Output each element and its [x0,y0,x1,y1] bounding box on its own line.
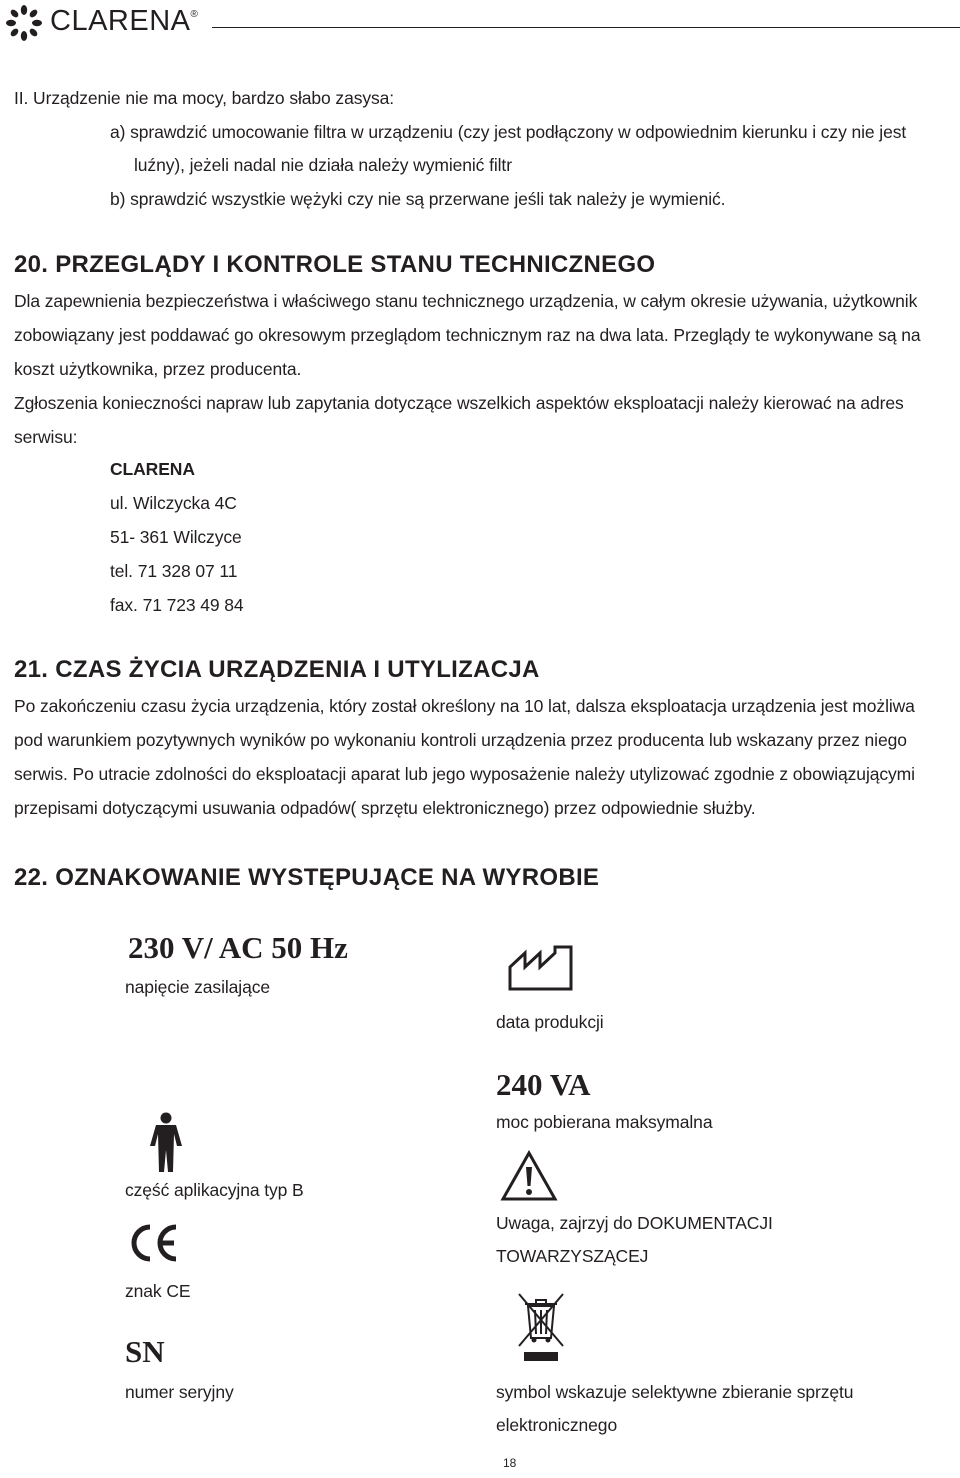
power-value: 240 VA [496,1067,591,1102]
serial-number-symbol: SN [125,1334,165,1369]
page-number: 18 [503,1456,517,1470]
section-22-heading: 22. OZNAKOWANIE WYSTĘPUJĄCE NA WYROBIE [14,864,600,891]
warning-label-line1: Uwaga, zajrzyj do DOKUMENTACJI [496,1213,773,1233]
section-20-heading: 20. PRZEGLĄDY I KONTROLE STANU TECHNICZNEGO [14,251,656,278]
weee-label-line2: elektronicznego [496,1415,618,1435]
voltage-value: 230 V/ AC 50 Hz [128,930,348,965]
person-icon [148,1112,184,1174]
section-21-line: Po zakończeniu czasu życia urządzenia, który został określony na 10 lat, dalsza eksploatacja urządzenia jest możliwa [14,696,915,716]
address-phone: tel. 71 328 07 11 [110,561,238,581]
power-label: moc pobierana maksymalna [496,1112,713,1132]
section-21-heading: 21. CZAS ŻYCIA URZĄDZENIA I UTYLIZACJA [14,656,540,683]
crossed-bin-icon [515,1290,567,1362]
section-ii-item-b: b) sprawdzić wszystkie wężyki czy nie są przerwane jeśli tak należy je wymienić. [110,189,726,209]
production-date-label: data produkcji [496,1012,604,1032]
address-street: ul. Wilczycka 4C [110,493,237,513]
section-ii-item-a-line2: luźny), jeżeli nadal nie działa należy wymienić filtr [134,155,512,175]
type-b-label: część aplikacyjna typ B [125,1180,304,1200]
header-divider [212,27,960,28]
voltage-label: napięcie zasilające [125,977,270,997]
ce-label: znak CE [125,1281,191,1301]
address-city: 51- 361 Wilczyce [110,527,242,547]
section-21-line: pod warunkiem pozytywnych wyników po wykonaniu kontroli urządzenia przez producenta lub wskazany przez niego [14,730,907,750]
brand-name: CLARENA® [50,5,199,37]
section-20-paragraph-line: Dla zapewnienia bezpieczeństwa i właściwego stanu technicznego urządzenia, w całym okresie używania, użytkownik [14,291,918,311]
warning-triangle-icon [500,1150,558,1202]
section-20-paragraph-line: serwisu: [14,427,78,447]
section-21-line: serwis. Po utracie zdolności do eksploatacji aparat lub jego wyposażenie należy utylizować zgodnie z obowiązującymi [14,764,915,784]
section-20-paragraph-line: Zgłoszenia konieczności napraw lub zapytania dotyczące wszelkich aspektów eksploatacji należy kierować na adres [14,393,904,413]
section-20-paragraph-line: koszt użytkownika, przez producenta. [14,359,302,379]
clarena-logo-icon [4,3,44,43]
section-ii-item-a-line1: a) sprawdzić umocowanie filtra w urządzeniu (czy jest podłączony w odpowiednim kierunku i czy nie jest [110,122,907,142]
warning-label-line2: TOWARZYSZĄCEJ [496,1246,649,1266]
section-ii-title: II. Urządzenie nie ma mocy, bardzo słabo zasysa: [14,88,395,108]
ce-mark-icon [128,1222,180,1264]
section-20-paragraph-line: zobowiązany jest poddawać go okresowym przeglądom technicznym raz na dwa lata. Przeglądy te wykonywane są na [14,325,921,345]
serial-number-label: numer seryjny [125,1382,234,1402]
address-company: CLARENA [110,459,195,479]
factory-icon [507,945,575,991]
weee-label-line1: symbol wskazuje selektywne zbieranie sprzętu [496,1382,854,1402]
section-21-line: przepisami dotyczącymi usuwania odpadów( sprzętu elektronicznego) przez odpowiednie służby. [14,798,756,818]
address-fax: fax. 71 723 49 84 [110,595,244,615]
